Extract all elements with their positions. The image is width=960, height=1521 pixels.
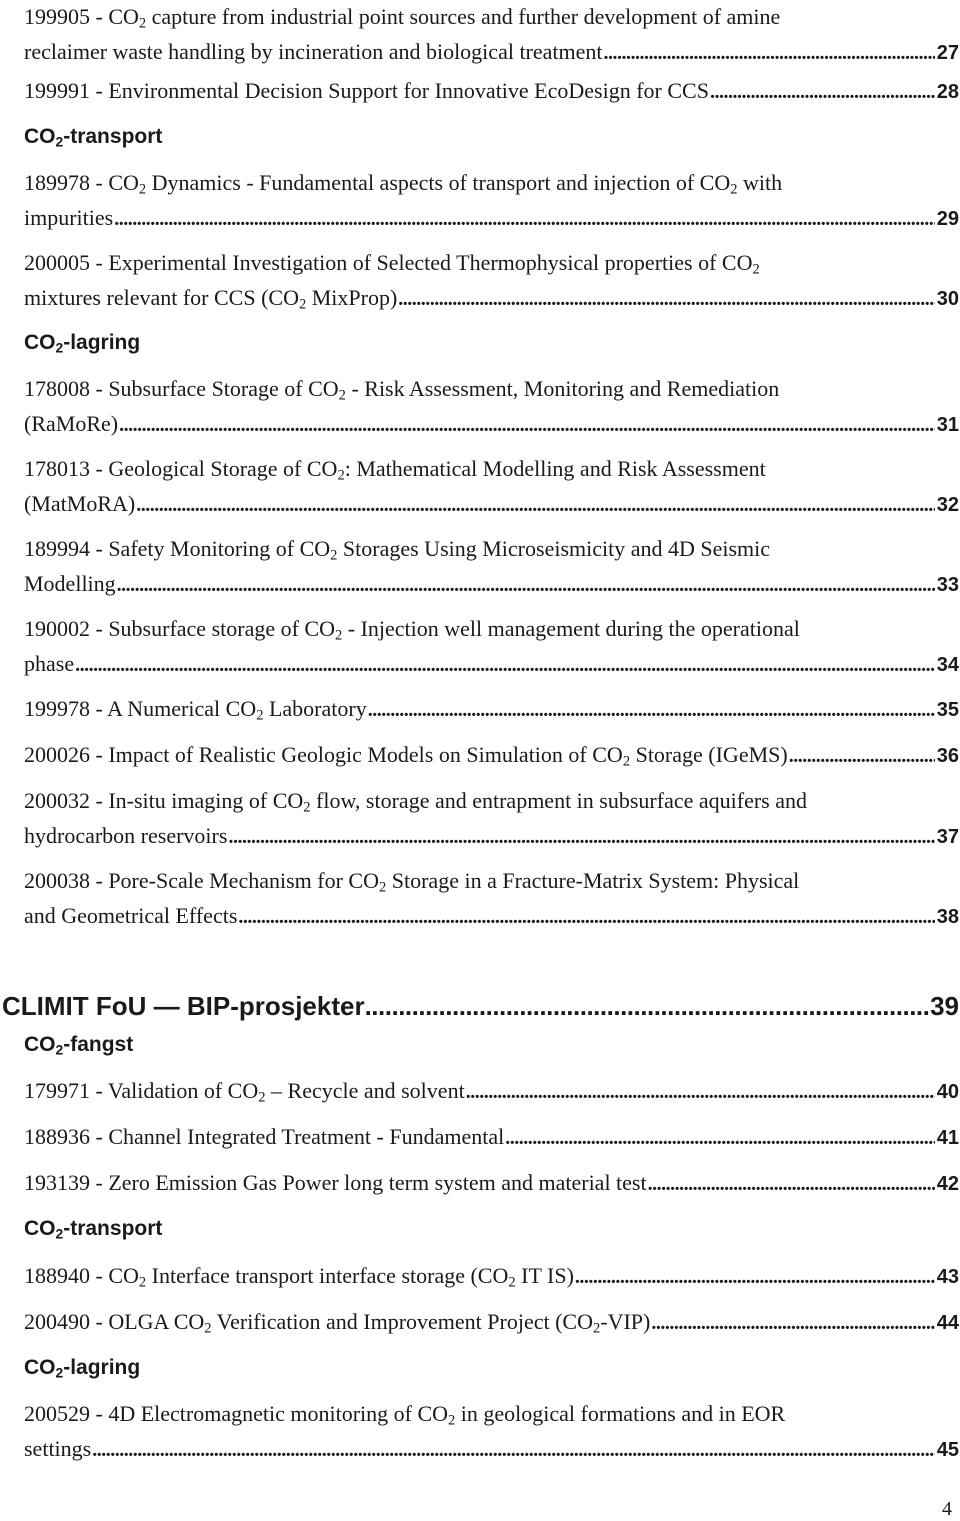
subscript: 2 (337, 467, 345, 484)
dot-leader (504, 1121, 935, 1156)
subscript: 2 (330, 547, 338, 564)
toc-entry-189978[interactable] (24, 166, 959, 236)
toc-entry-199905[interactable] (24, 0, 959, 70)
toc-entry-line (24, 612, 959, 647)
subscript: 2 (138, 181, 147, 198)
toc-entry-title-text: 178013 - Geological Storage of $CO_2$: Mathematical Modelling and Risk Assessment (24, 456, 766, 484)
dot-leader (367, 693, 935, 728)
subscript: 2 (55, 1041, 64, 1058)
toc-entry-189994[interactable] (24, 532, 959, 602)
toc-entry-page-number: 32 (936, 493, 959, 516)
toc-entry-title-text: 199978 - A Numerical $CO_2$ Laboratory (24, 696, 367, 724)
subscript: 2 (448, 1412, 456, 1429)
subscript: 2 (204, 1320, 212, 1337)
toc-entry-188940[interactable] (24, 1259, 959, 1295)
subscript: 2 (378, 879, 387, 896)
toc-entry-last-line (24, 567, 959, 603)
toc-entry-last-line (24, 1305, 959, 1341)
section-heading-co2-transport-2: $CO_2$-transport (24, 1217, 163, 1242)
toc-entry-178013[interactable] (24, 452, 959, 522)
toc-entry-title-text: 193139 - Zero Emission Gas Power long term system and material test (24, 1170, 647, 1195)
toc-entry-page-number: 31 (936, 413, 959, 436)
dot-leader (709, 75, 935, 110)
subscript: 2 (55, 1364, 64, 1381)
subscript: 2 (752, 261, 760, 278)
toc-entry-page-number: 43 (936, 1266, 959, 1288)
subscript: 2 (338, 387, 346, 404)
toc-entry-title-text: 189994 - Safety Monitoring of $CO_2$ Storages Using Microseismicity and 4D Seismic (24, 536, 771, 564)
toc-entry-title-text: 190002 - Subsurface storage of $CO_2$ - Injection well management during the operational (24, 616, 800, 644)
toc-entry-last-line (24, 899, 959, 935)
toc-entry-page-number: 42 (936, 1173, 959, 1195)
toc-entry-page-number: 37 (936, 825, 959, 848)
toc-entry-200005[interactable] (24, 246, 959, 316)
subscript: 2 (55, 1225, 64, 1242)
toc-entry-last-line (24, 692, 959, 728)
toc-entry-page-number: 40 (936, 1081, 959, 1103)
toc-entry-last-line (24, 407, 959, 443)
toc-entry-page-number: 34 (936, 653, 959, 676)
toc-entry-title-text: 179971 - Validation of $CO_2$ – Recycle and solvent (24, 1078, 465, 1106)
toc-entry-title-text: and Geometrical Effects (24, 902, 238, 928)
subscript: 2 (258, 1089, 266, 1106)
dot-leader (788, 739, 935, 774)
section-heading-co2-fangst: $CO_2$-fangst (24, 1033, 134, 1058)
section-heading-co2-lagring-2: $CO_2$-lagring (24, 1356, 141, 1381)
toc-entry-title-text: reclaimer waste handling by incineration and biological treatment (24, 38, 603, 64)
toc-entry-page-number: 28 (936, 81, 959, 103)
toc-entry-193139[interactable] (24, 1166, 959, 1202)
toc-entry-title-text: $188940 - CO_2$ Interface transport interface storage ($CO_2$ IT IS) (24, 1263, 574, 1291)
toc-entry-page-number: 27 (936, 41, 959, 64)
toc-entry-line (24, 246, 959, 281)
dot-leader (397, 282, 934, 317)
toc-entry-last-line (24, 1166, 959, 1202)
dot-leader (227, 820, 934, 855)
toc-entry-title-text: (RaMoRe) (24, 410, 119, 436)
toc-entry-200529[interactable] (24, 1397, 959, 1467)
dot-leader (118, 408, 935, 443)
toc-entry-200032[interactable] (24, 784, 959, 854)
main-section-heading[interactable] (2, 986, 959, 1026)
toc-entry-179971[interactable] (24, 1074, 959, 1110)
toc-entry-page-number: 38 (936, 905, 959, 928)
toc-entry-199978[interactable] (24, 692, 959, 728)
toc-entry-200490[interactable] (24, 1305, 959, 1341)
toc-entry-page-number: 35 (936, 699, 959, 721)
toc-entry-page-number: 29 (936, 207, 959, 230)
toc-entry-title-text: 199991 - Environmental Decision Support for Innovative EcoDesign for CCS (24, 78, 709, 103)
subscript: 2 (303, 799, 311, 816)
toc-entry-title-text: 200490 - OLGA $CO_2$ Verification and Improvement Project $(CO_2-VIP)$ (24, 1309, 651, 1337)
subscript: 2 (138, 1274, 147, 1291)
toc-entry-last-line (24, 74, 959, 110)
toc-entry-page-number: 45 (936, 1438, 959, 1461)
toc-entry-title-text: 188936 - Channel Integrated Treatment - Fundamental (24, 1124, 505, 1149)
subscript: 2 (592, 1320, 601, 1337)
dot-leader (650, 1306, 934, 1341)
toc-entry-last-line (24, 1259, 959, 1295)
toc-entry-line (24, 532, 959, 567)
main-heading-page: 39 (930, 991, 959, 1021)
dot-leader (465, 1075, 935, 1110)
toc-entry-title-text: hydrocarbon reservoirs (24, 822, 228, 848)
toc-entry-line (24, 864, 959, 899)
toc-entry-last-line (24, 201, 959, 237)
subscript: 2 (730, 181, 738, 198)
toc-entry-190002[interactable] (24, 612, 959, 682)
toc-entry-last-line (24, 35, 959, 71)
toc-entry-title-text: Modelling (24, 570, 116, 596)
dot-leader (647, 1167, 935, 1202)
dot-leader (113, 202, 935, 237)
toc-entry-title-text: 200032 - In-situ imaging of $CO_2$ flow, storage and entrapment in subsurface aquifers and (24, 788, 807, 816)
toc-entry-title-text: 200026 - Impact of Realistic Geologic Models on Simulation of $CO_2$ Storage (IGeMS) (24, 742, 788, 770)
toc-entry-title-text: 200038 - Pore-Scale Mechanism for $CO_2$ Storage in a Fracture-Matrix System: Physical (24, 868, 800, 896)
main-heading-leader (365, 986, 931, 1026)
subscript: 2 (335, 627, 343, 644)
toc-entry-title-text: settings (24, 1435, 92, 1461)
toc-entry-title-text: $189978 - CO_2$ Dynamics - Fundamental aspects of transport and injection of $CO_2$ with (24, 170, 783, 198)
section-heading-co2-lagring: $CO_2$-lagring (24, 331, 141, 356)
subscript: 2 (508, 1274, 516, 1291)
toc-entry-line (24, 784, 959, 819)
toc-entry-title-text: 178008 - Subsurface Storage of $CO_2$ - Risk Assessment, Monitoring and Remediation (24, 376, 780, 404)
dot-leader (135, 488, 935, 523)
toc-entry-title-text: mixtures relevant for CCS ($CO_2$ MixProp) (24, 284, 398, 313)
toc-entry-last-line (24, 647, 959, 683)
toc-entry-last-line (24, 281, 959, 317)
toc-entry-page-number: 30 (936, 287, 959, 310)
toc-entry-page-number: 41 (936, 1127, 959, 1149)
toc-entry-199991[interactable] (24, 74, 959, 110)
dot-leader (74, 648, 935, 683)
toc-entry-188936[interactable] (24, 1120, 959, 1156)
toc-entry-line (24, 452, 959, 487)
toc-entry-title-text: 200529 - 4D Electromagnetic monitoring of $CO_2$ in geological formations and in EOR (24, 1401, 786, 1429)
toc-entry-last-line (24, 487, 959, 523)
subscript: 2 (622, 753, 631, 770)
section-heading-co2-transport: $CO_2$-transport (24, 125, 163, 150)
dot-leader (237, 900, 934, 935)
subscript: 2 (138, 15, 147, 32)
toc-entry-line (24, 1397, 959, 1432)
toc-entry-last-line (24, 1120, 959, 1156)
toc-entry-200038[interactable] (24, 864, 959, 934)
page-number: 4 (942, 1498, 952, 1520)
toc-entry-last-line (24, 819, 959, 855)
toc-entry-title-text: $199905 - CO_2$ capture from industrial point sources and further development of amine (24, 4, 781, 32)
toc-entry-title-text: (MatMoRA) (24, 490, 136, 516)
dot-leader (603, 36, 935, 71)
toc-entry-last-line (24, 1074, 959, 1110)
dot-leader (574, 1260, 935, 1295)
toc-entry-line (24, 166, 959, 201)
toc-entry-page-number: 44 (936, 1312, 959, 1334)
dot-leader (116, 568, 935, 603)
toc-entry-last-line (24, 1432, 959, 1468)
toc-entry-title-text: phase (24, 650, 75, 676)
subscript: 2 (55, 133, 64, 150)
dot-leader (91, 1433, 935, 1468)
toc-entry-line (24, 0, 959, 35)
toc-entry-title-text: impurities (24, 204, 114, 230)
main-heading-title: CLIMIT FoU — BIP-prosjekter (2, 991, 365, 1021)
subscript: 2 (298, 296, 307, 313)
toc-entry-200026[interactable] (24, 738, 959, 774)
toc-entry-title-text: 200005 - Experimental Investigation of Selected Thermophysical properties of $CO_2$ (24, 250, 760, 278)
toc-entry-page-number: 33 (936, 573, 959, 596)
toc-entry-page-number: 36 (936, 745, 959, 767)
toc-entry-line (24, 372, 959, 407)
toc-entry-178008[interactable] (24, 372, 959, 442)
subscript: 2 (55, 339, 64, 356)
subscript: 2 (256, 707, 264, 724)
toc-entry-last-line (24, 738, 959, 774)
